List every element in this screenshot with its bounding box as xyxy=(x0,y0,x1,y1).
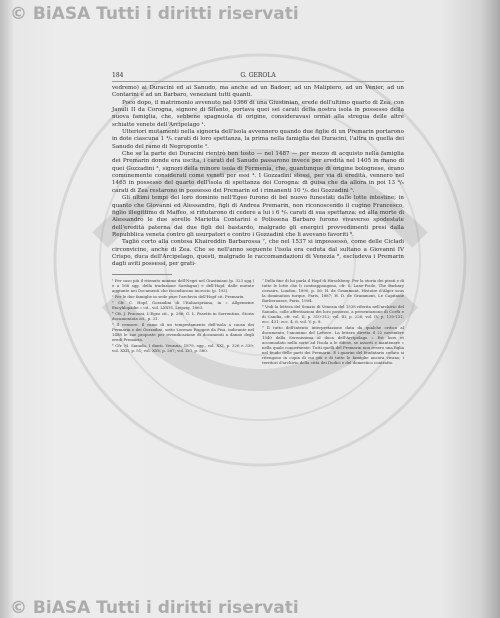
paragraph: Tagliò corto alla contesa Khaireddin Barbarossa ⁷, che nel 1537 si impossessò, come delle Cicladi circonvicine, anche di Zea. Che se nell'anno seguente l'isola era ceduta dal sultano a Giovanni IV Crispo, duca dell'Arcipelago, questi, malgrado le raccomandazioni di Venezia ⁸, escludeva i Premarin dagli aviti possessi, per grati- xyxy=(112,239,404,268)
footnotes-left-column xyxy=(112,278,254,367)
footnote: ¹ Per caso più il ritenuto minimo dell'Negri nel Giustiniani (p. 323 sgg.) e a 168 sgg. della traduzione Sardagna) e dell'Hopf, dalle mutate aggiunte nei Documenti che riconducono incrocio (p. 193). xyxy=(112,277,254,293)
header-right xyxy=(307,72,404,79)
footnote: ⁸ Vedi la lettera del Senato di Venezia del 1538 riferita nell'archivio del Sanudo, colle affrettazioni dei loro possessi, a presentazione di Corfù e di Candia, cfr. vol. II, p. 310-312; vol. III, p. 226; vol. IV, p. 130-131; ecc. 431; ecc. 4, 6, vol. V, p. 8. xyxy=(262,303,404,324)
footnotes xyxy=(112,278,404,367)
main-text xyxy=(112,85,404,269)
running-title: G. GEROLA xyxy=(240,72,276,79)
footnote-separator xyxy=(112,274,172,275)
paragraph: Gli ultimi tempi del loro dominio nell'Egeo furono di bel nuovo funestati dalle lotte intestine; in quanto che Giovanni ed Alessandro, figli di Andrea Premarin, non riconoscendo il cugino Francesco, figlio illegittimo di Maffeo, si rifiutarono di cedere a lui i 6 ⁴/₅ carati di sua spettanza; ed alla morte di Alessandro le due sorelle Marietta Contarini e Polissena Barbaro furono vivaverso spodestate dell'eredità paterna dai due figli del bastardo, malgrado gli energici provvedimenti presi dalla Repubblica veneta contro gli usurpatori e contro i Gozzadini che li avevano favoriti ⁶. xyxy=(112,195,404,238)
footnote: ⁴ Cfr. J. Fracassi, L'Egeo cit., p. 286; G. L. Pasetto in Sorrentino, Storia documentata cit., p. 31. xyxy=(112,310,254,321)
footnote: ² Per le due famiglie in sede pure l'archivio dell'Hopf cit. Premarin. xyxy=(112,293,245,299)
copyright-watermark-bottom: © BiASA Tutti i diritti riservati xyxy=(10,598,299,618)
footnote: ⁹ Il tutto dell'intento interpretazione data da qualche critico al documento, l'anonimo del Lettere. La lettera diretta il 22 novembre 1540 dalla Serenissima al duca dell'Arcipelago « Est hors et accomodato nella sorte ad l'isola a le difese, se assorti e mantenere » nella quale concernente: Tutti quelli del Premarin non resero una figlia nel feudo delle parti dei Premarin. E i guarini del feudatario ceduto si ritengono in copia di cui più e di tutte le famiglie ancora vivano, i territori d'archivio della città dei Dodici e del domestico contratto. xyxy=(262,325,404,366)
paragraph: Ulteriori mutamenti nella signoria dell'isola avvennero quando due figlie di un Premarin portarono in dote ciascuna 1 ⁴/₅ carati di loro spettanza, la prima nella famiglia dei Duracini, l'altra in quella dei Sanudo del ramo di Negroponte ². xyxy=(112,129,404,150)
footnote: ⁷ Della fine di lui parla il Hopf di Hirschberg. Per la storia dei pirati e di tutte le lotte che li contrappongono, cfr. S. Lane-Poole, The Barbary corsairs, London, 1890, p. 56; H. de Grammont, Histoire d'Alger sous la domination turque, Paris, 1887; H. D. de Grammont, Le Capitaine Barberousse, Paris, 1904. xyxy=(262,277,404,303)
copyright-watermark-top: © BiASA Tutti i diritti riservati xyxy=(10,4,299,24)
paragraph: vedremo) ai Duracini ed ai Sanudo, ma anche ad un Badoer, ad un Malipiero, ad un Venier, ad un Contarini e ad un Barbaro, veneziani tutti quanti. xyxy=(112,85,404,99)
footnote: ⁵ Il censore. Il ramo di un tempestamento dell'isola a causa dei Premarin e dei Gozzadini, sotto Lorenzo Ruggeri da Pisa, indicante nel 1488 le sue proposte per rivendicazione di documenti a danno degli eredi Premarin. xyxy=(112,321,254,343)
paragraph: Che se la parte dei Duracini rientrò ben tosto — nel 1487 — per mezzo di acquisto nella famiglia dei Premarin donde era uscita, i carati del Sanudo passarono invece per eredità nel 1405 in mano di quei Gozzadini ³, signori della minore isola di Fermenia, che, quantunque di origine bolognese, erano comunemente considerati come veneti per essi ⁴. I Gozzadini stessi, per via di eredità, vennero nel 1465 in possesso del quarto dell'isola di spettanza dei Corogna: di guisa che da allora in poi 13 ⁴/₅ carati di Zea restarono in possesso dei Premarin ed i rimanenti 10 ¹/₅ dei Gozzadini ⁵. xyxy=(112,151,404,194)
footnote: ³ Cfr. C. Hopf, Gozzadini di l'Italiacipriana, in « Allgemeine Encyklopädie » cit., vol. LXXVI, Leipzig, 1863. xyxy=(112,299,254,310)
page-header xyxy=(112,72,404,82)
footnote: ⁶ Cfr. M. Sanudo, I diarii, Venezia, 1879, sgg., vol. XXI, p. 326 e 339; vol. XXII, p. 51; vol. XXV, p. 267; vol. LVI, p. 580. xyxy=(112,343,254,354)
footnotes-right-column xyxy=(262,278,404,367)
paragraph: Poco dopo, il matrimonio avvenuto nel 1366 di una Giustinian, erede dell'ultimo quarto di Zea, con Januli II da Corogna, signore di Sifanto, portava quei sei carati della nostra isola in possesso della nuova famiglia, che, sebbene spagnuola di origine, consideravasi ormai alla stregua delle altre schiatte venete dell'Arcipelago ¹. xyxy=(112,99,404,128)
document-page xyxy=(112,72,404,602)
page-number: 184 xyxy=(112,72,124,79)
